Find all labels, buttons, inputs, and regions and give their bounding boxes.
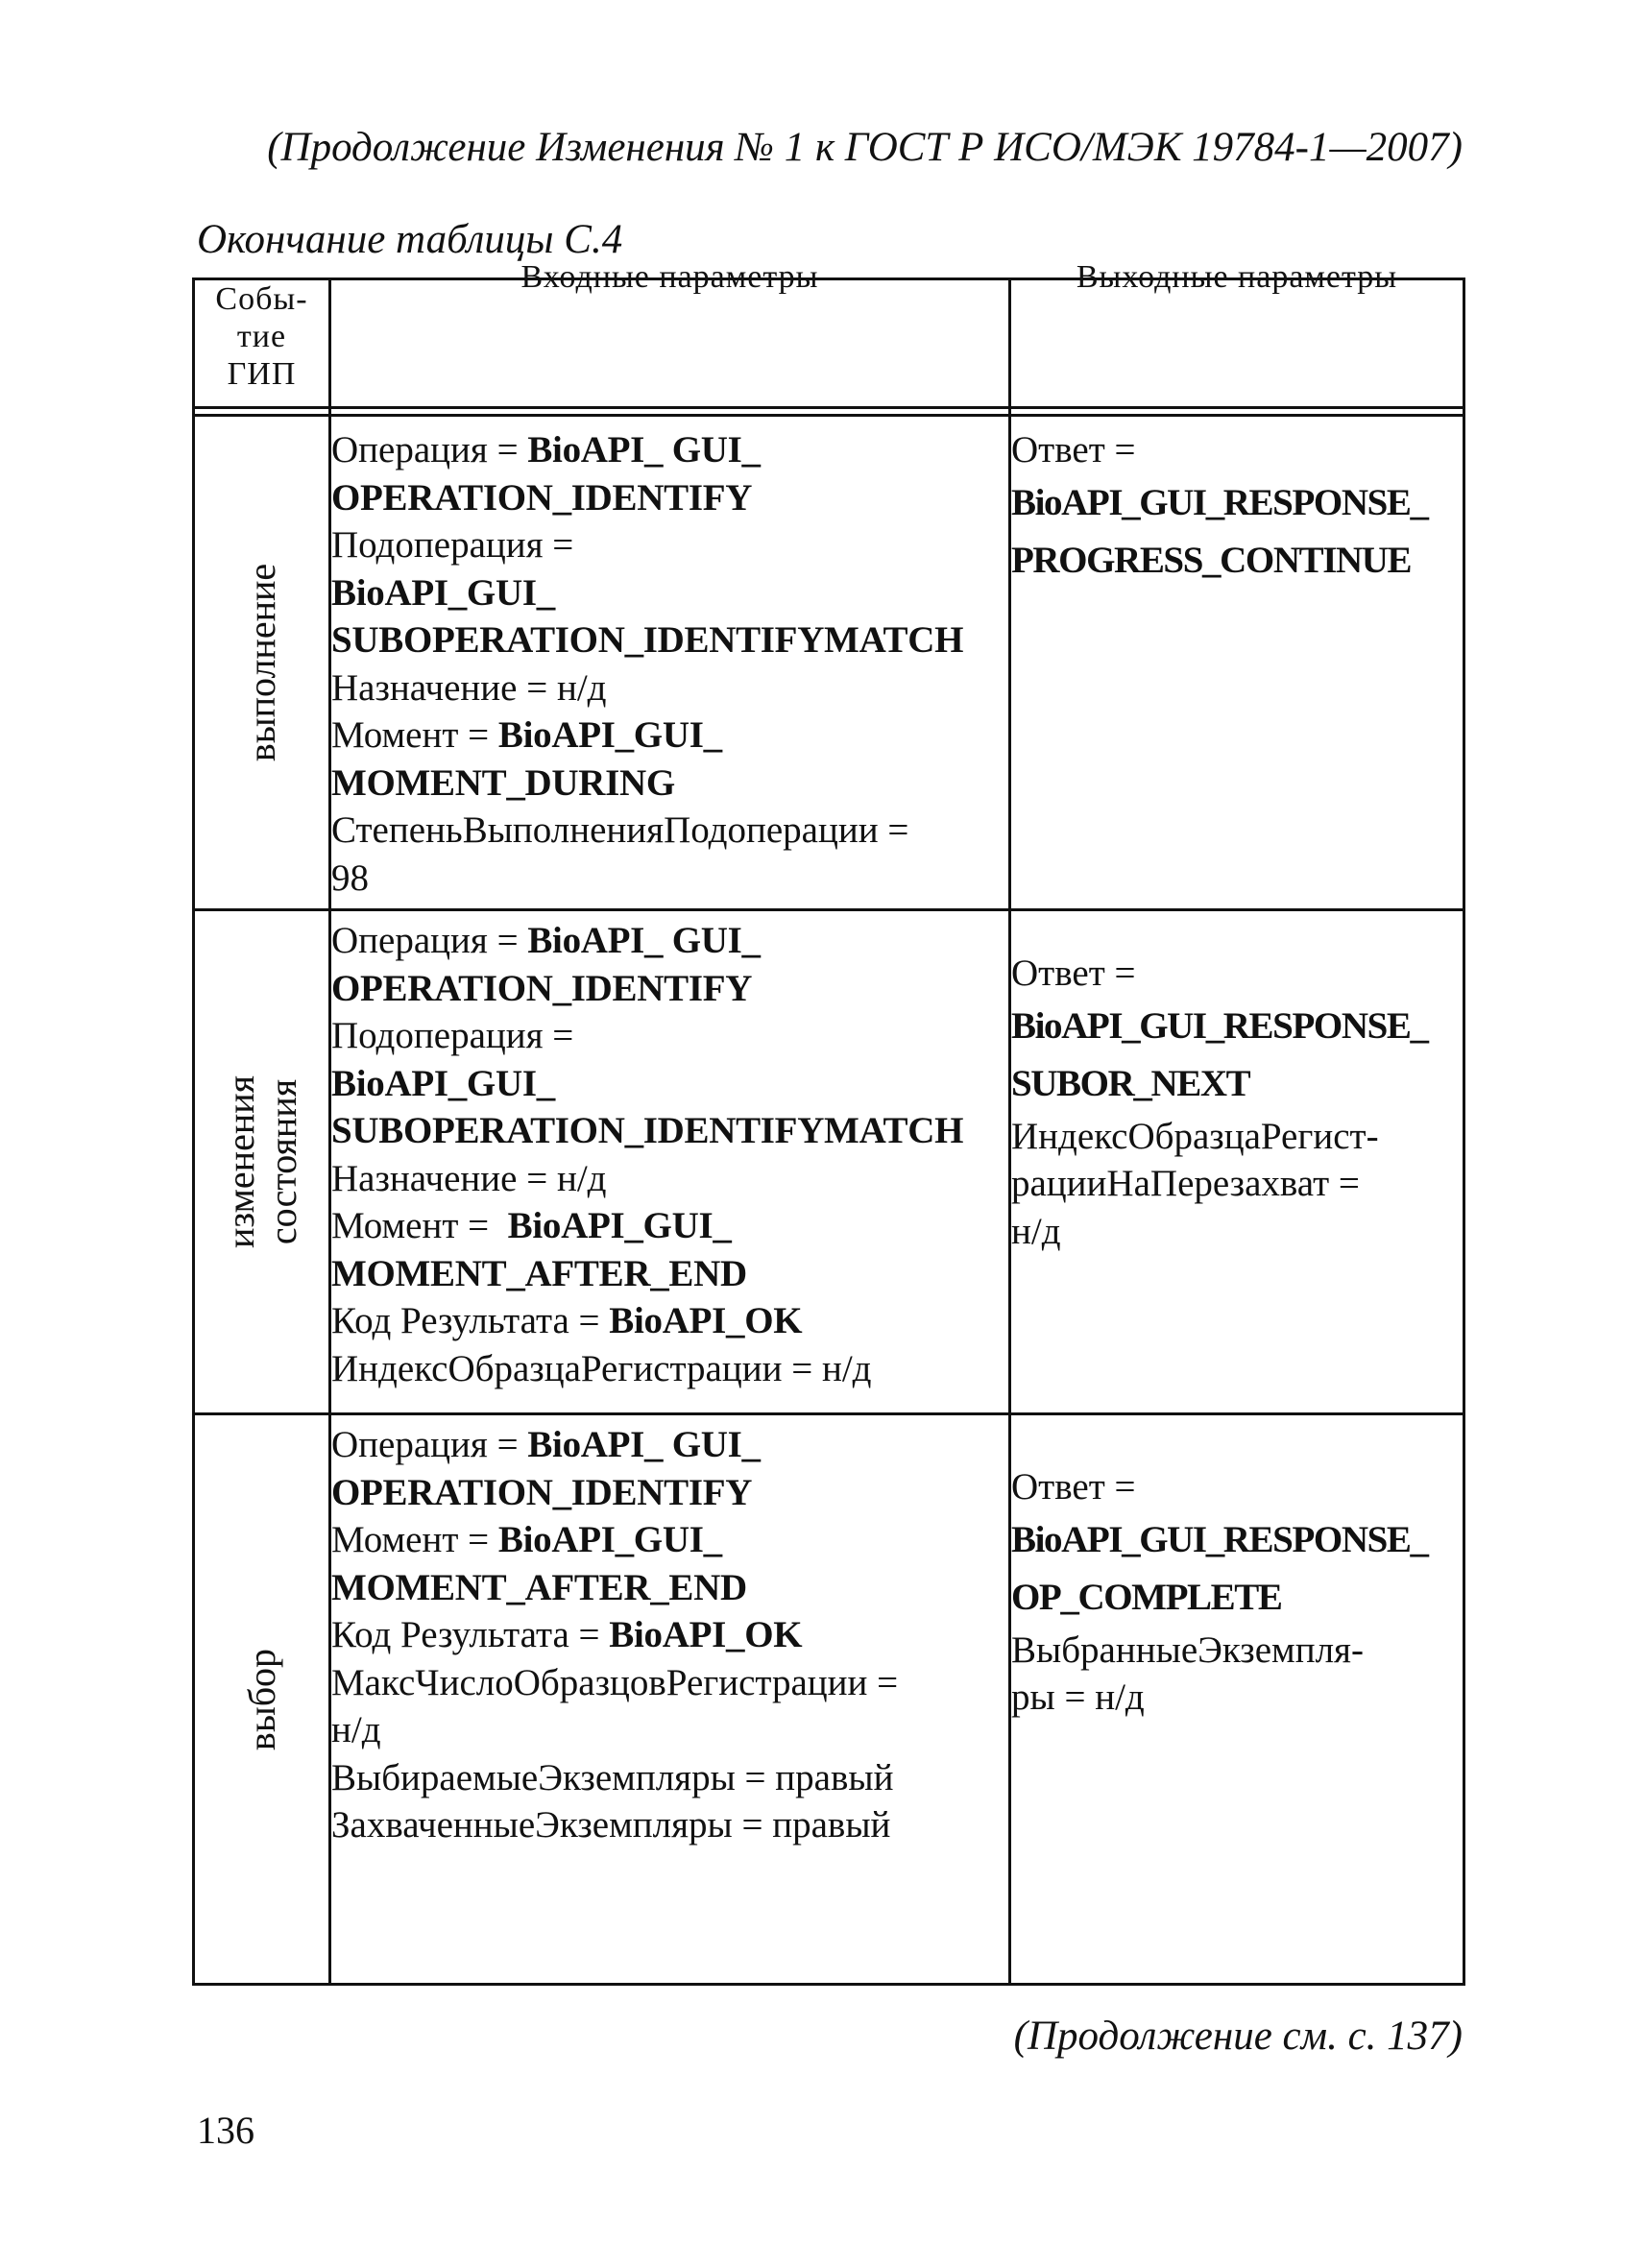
param-text: Код Результата =	[331, 1614, 610, 1655]
double-rule-cell	[1010, 408, 1464, 416]
param-line: ЗахваченныеЭкземпляры = правый	[331, 1804, 891, 1846]
param-line	[331, 760, 1008, 808]
param-line	[331, 474, 1008, 522]
param-line	[331, 965, 1008, 1013]
event-label	[241, 1648, 283, 1749]
param-line: Ответ =	[1011, 953, 1136, 994]
event-label-line: выбор	[239, 1648, 283, 1750]
param-code: SUBOPERATION_IDENTIFYMATCH	[331, 619, 964, 661]
param-code: SUBOR_NEXT	[1011, 1062, 1250, 1104]
output-params-cell	[1010, 416, 1464, 910]
input-params-cell	[330, 416, 1010, 910]
param-text: Операция =	[331, 429, 528, 470]
input-params-cell	[330, 910, 1010, 1414]
column-header-event-line1: Собы-	[215, 281, 308, 317]
param-line: СтепеньВыполненияПодоперации =	[331, 809, 909, 851]
param-text: Операция =	[331, 1424, 528, 1465]
param-line	[331, 917, 1008, 965]
param-line: ИндексОбразцаРегист-	[1011, 1115, 1379, 1157]
param-code: PROGRESS_CONTINUE	[1011, 539, 1412, 581]
param-code: BioAPI_GUI_RESPONSE_	[1011, 1518, 1428, 1560]
param-text: Момент =	[331, 714, 498, 756]
page-number: 136	[197, 2109, 254, 2152]
continuation-note: (Продолжение см. с. 137)	[1013, 2014, 1463, 2059]
param-line	[331, 1250, 1008, 1298]
param-code: BioAPI_ GUI_	[527, 1424, 761, 1465]
event-cell	[194, 1414, 330, 1985]
param-code: BioAPI_OK	[609, 1614, 803, 1655]
param-line: Назначение = н/д	[331, 1157, 607, 1199]
param-code: MOMENT_AFTER_END	[331, 1566, 747, 1608]
param-line	[331, 1107, 1008, 1155]
events-table	[192, 259, 1465, 1986]
param-line	[331, 1297, 1008, 1345]
param-line	[331, 1516, 1008, 1564]
param-code: BioAPI_ GUI_	[527, 429, 761, 470]
param-code: BioAPI_GUI_	[497, 714, 722, 756]
param-line	[331, 1611, 1008, 1659]
param-line: Назначение = н/д	[331, 666, 607, 709]
param-line: н/д	[331, 1709, 381, 1750]
event-cell	[194, 416, 330, 910]
param-line: ИндексОбразцаРегистрации = н/д	[331, 1347, 872, 1389]
table-row	[194, 910, 1464, 1414]
param-line	[331, 616, 1008, 664]
input-params-cell	[330, 1414, 1010, 1985]
param-code: MOMENT_AFTER_END	[331, 1252, 747, 1294]
table-caption: Окончание таблицы С.4	[197, 217, 623, 262]
param-code: BioAPI_GUI_	[497, 1519, 722, 1560]
double-rule-cell	[194, 408, 330, 416]
event-label	[241, 564, 283, 761]
param-code: OPERATION_IDENTIFY	[331, 967, 753, 1009]
table-header-row	[194, 279, 1464, 408]
table-row	[194, 416, 1464, 910]
param-line	[331, 1564, 1008, 1612]
param-line: ВыбираемыеЭкземпляры = правый	[331, 1756, 894, 1798]
column-header-event-line3: ГИП	[227, 356, 297, 393]
column-header-output	[1010, 259, 1464, 408]
param-line: ВыбранныеЭкземпля-	[1011, 1629, 1364, 1671]
event-cell	[194, 910, 330, 1414]
param-code: BioAPI_GUI_RESPONSE_	[1011, 1004, 1428, 1047]
param-line	[331, 426, 1008, 474]
param-line: н/д	[1011, 1210, 1061, 1252]
param-line	[331, 1469, 1008, 1517]
column-header-input-label: Входные параметры	[520, 259, 819, 295]
param-code: OP_COMPLETE	[1011, 1576, 1282, 1618]
output-params-cell	[1010, 910, 1464, 1414]
param-line: ры = н/д	[1011, 1677, 1145, 1718]
param-code: OPERATION_IDENTIFY	[331, 1471, 753, 1513]
running-header: (Продолжение Изменения № 1 к ГОСТ Р ИСО/МЭК 19784-1—2007)	[267, 125, 1463, 170]
param-code: BioAPI_GUI_RESPONSE_	[1011, 481, 1428, 523]
param-line	[331, 569, 1008, 617]
event-label-line: изменения	[218, 1074, 262, 1249]
param-line: Подоперация =	[331, 524, 574, 566]
param-line: Ответ =	[1011, 429, 1136, 470]
param-code: BioAPI_GUI_	[331, 571, 555, 614]
param-code: BioAPI_ GUI_	[527, 920, 761, 961]
param-code: BioAPI_OK	[609, 1300, 803, 1341]
param-code: OPERATION_IDENTIFY	[331, 476, 753, 519]
param-line	[331, 712, 1008, 760]
param-code: SUBOPERATION_IDENTIFYMATCH	[331, 1110, 964, 1151]
param-line: рацииНаПерезахват =	[1011, 1163, 1360, 1204]
param-text: Операция =	[331, 920, 528, 961]
output-params-cell	[1010, 1414, 1464, 1985]
param-line: 98	[331, 857, 369, 899]
column-header-output-label: Выходные параметры	[1076, 259, 1398, 295]
param-code: BioAPI_GUI_	[507, 1205, 732, 1246]
table-row	[194, 1414, 1464, 1985]
param-line	[331, 1202, 1008, 1250]
param-line: МаксЧислоОбразцовРегистрации =	[331, 1661, 899, 1703]
header-double-rule	[194, 408, 1464, 416]
table-container	[192, 259, 1463, 1986]
param-text: Момент =	[331, 1519, 498, 1560]
double-rule-cell	[330, 408, 1010, 416]
param-code: BioAPI_GUI_	[331, 1062, 555, 1104]
param-line: Ответ =	[1011, 1466, 1136, 1508]
event-label	[220, 1075, 304, 1248]
param-line	[331, 1421, 1008, 1469]
param-line	[331, 1060, 1008, 1108]
event-label-line: выполнение	[239, 563, 283, 762]
param-text: Код Результата =	[331, 1300, 610, 1341]
column-header-input	[330, 259, 1010, 408]
column-header-event	[194, 279, 330, 408]
event-label-line: состояния	[260, 1078, 304, 1245]
param-line: Подоперация =	[331, 1015, 574, 1056]
param-text: Момент =	[331, 1205, 508, 1246]
column-header-event-line2: тие	[236, 319, 287, 355]
param-code: MOMENT_DURING	[331, 761, 675, 804]
